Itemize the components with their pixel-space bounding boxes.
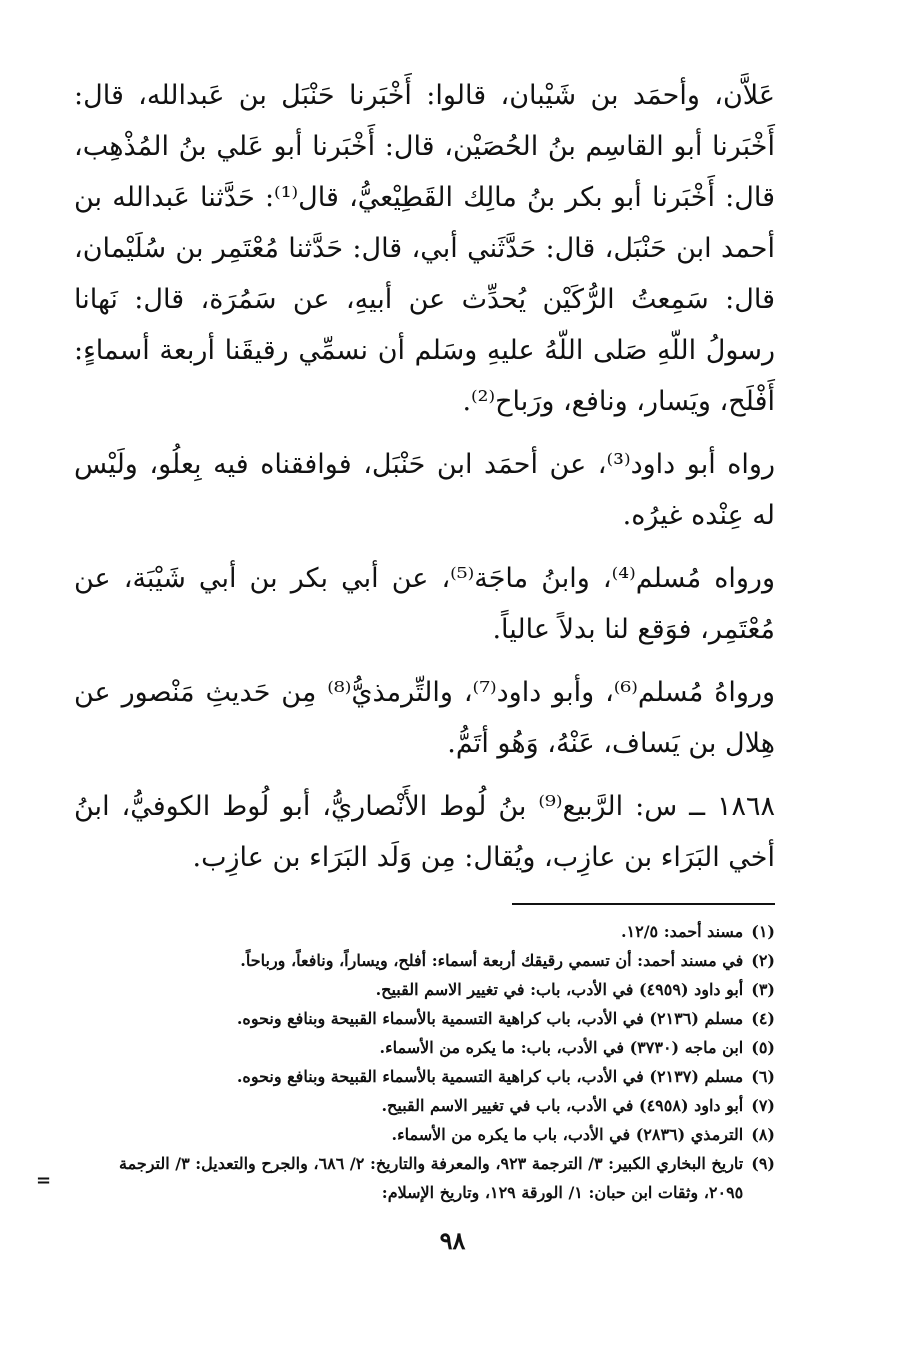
footnote-item bbox=[74, 1091, 775, 1120]
footnote-number: (٧) bbox=[751, 1096, 775, 1115]
footnote-item bbox=[74, 1004, 775, 1033]
footnote-divider bbox=[512, 903, 775, 905]
footnote-text: الترمذي (٢٨٣٦) في الأدب، باب ما يكره من الأسماء. bbox=[391, 1125, 744, 1144]
footnote-number: (٣) bbox=[751, 980, 775, 999]
footnote-text: مسلم (٢١٣٦) في الأدب، باب كراهية التسمية بالأسماء القبيحة وبنافع ونحوه. bbox=[236, 1009, 744, 1028]
footnote-number: (١) bbox=[751, 922, 775, 941]
entry-1868-paragraph: ١٨٦٨ ــ س: الرَّبيع⁽⁹⁾ بنُ لُوط الأَنْصاريُّ، أبو لُوط الكوفيُّ، ابنُ أخي البَرَاء بن عازِب، ويُقال: مِن وَلَد البَرَاء بن عازِب. bbox=[74, 791, 775, 873]
body-paragraph-4: ورواهُ مُسلم⁽⁶⁾، وأبو داود⁽⁷⁾، والتِّرمذيُّ⁽⁸⁾ مِن حَديثِ مَنْصور عن هِلال بن يَساف، عَنْهُ، وَهُو أتَمُّ. bbox=[74, 677, 776, 759]
footnote-text: أبو داود (٤٩٥٨) في الأدب، باب في تغيير الاسم القبيح. bbox=[381, 1096, 744, 1115]
footnote-text: مسلم (٢١٣٧) في الأدب، باب كراهية التسمية بالأسماء القبيحة وبنافع ونحوه. bbox=[236, 1067, 744, 1086]
footnote-number: (٥) bbox=[751, 1038, 775, 1057]
footnote-number: (٨) bbox=[751, 1125, 775, 1144]
footnote-item bbox=[74, 975, 775, 1004]
continuation-mark: = bbox=[36, 1170, 52, 1191]
footnote-text: أبو داود (٤٩٥٩) في الأدب، باب: في تغيير الاسم القبيح. bbox=[375, 980, 744, 999]
footnote-text: تاريخ البخاري الكبير: ٣/ الترجمة ٩٢٣، والمعرفة والتاريخ: ٢/ ٦٨٦، والجرح والتعديل: ٣/ الترجمة ٢٠٩٥، وثقات ابن حبان: ١/ الورقة ١٢٩، وتاريخ الإسلام: bbox=[119, 1154, 744, 1202]
footnote-item bbox=[74, 1120, 775, 1149]
footnote-item bbox=[74, 1033, 775, 1062]
body-paragraph-1: عَلاَّن، وأحمَد بن شَيْبان، قالوا: أَخْبَرنا حَنْبَل بن عَبدالله، قال: أَخْبَرنا أبو القاسِم بنُ الحُصَيْن، قال: أَخْبَرنا أبو عَلي بنُ المُذْهِب، قال: أَخْبَرنا أبو بكر بنُ مالِك القَطِيْعيُّ، قال⁽¹⁾: حَدَّثنا عَبدالله بن أحمد ابن حَنْبَل، قال: حَدَّثَني أبي، قال: حَدَّثنا مُعْتَمِر بن سُلَيْمان، قال: سَمِعتُ الرُّكَيْن يُحدِّث عن أبيهِ، عن سَمُرَة، قال: نَهانا رسولُ اللّهِ صَلى اللّهُ عليهِ وسَلم أن نسمِّي رقيقَنا أربعة أسماءٍ: أَفْلَح، ويَسار، ونافع، ورَباح⁽²⁾. bbox=[74, 80, 775, 417]
body-paragraph-3: ورواه مُسلم⁽⁴⁾، وابنُ ماجَة⁽⁵⁾، عن أبي بكر بن أبي شَيْبَة، عن مُعْتَمِر، فوَقع لنا بدلاً عالياً. bbox=[74, 563, 775, 645]
footnote-number: (٤) bbox=[751, 1009, 775, 1028]
footnote-item bbox=[74, 946, 775, 975]
footnote-text: مسند أحمد: ١٢/٥. bbox=[620, 922, 744, 941]
footnote-number: (٦) bbox=[751, 1067, 775, 1086]
footnote-number: (٢) bbox=[751, 951, 775, 970]
footnote-item bbox=[74, 1149, 775, 1207]
footnote-text: ابن ماجه (٣٧٣٠) في الأدب، باب: ما يكره من الأسماء. bbox=[379, 1038, 744, 1057]
footnote-item bbox=[74, 1062, 775, 1091]
footnotes-section bbox=[74, 917, 775, 1207]
footnote-text: في مسند أحمد: أن تسمي رقيقك أربعة أسماء: أفلح، ويساراً، ونافعاً، ورباحاً. bbox=[240, 951, 744, 970]
footnote-item bbox=[74, 917, 775, 946]
footnote-number: (٩) bbox=[751, 1154, 775, 1173]
page-number: ٩٨ bbox=[439, 1226, 466, 1255]
body-paragraph-2: رواه أبو داود⁽³⁾، عن أحمَد ابن حَنْبَل، فوافقناه فيه بِعلُو، ولَيْس له عِنْده غيرُه. bbox=[74, 449, 775, 531]
